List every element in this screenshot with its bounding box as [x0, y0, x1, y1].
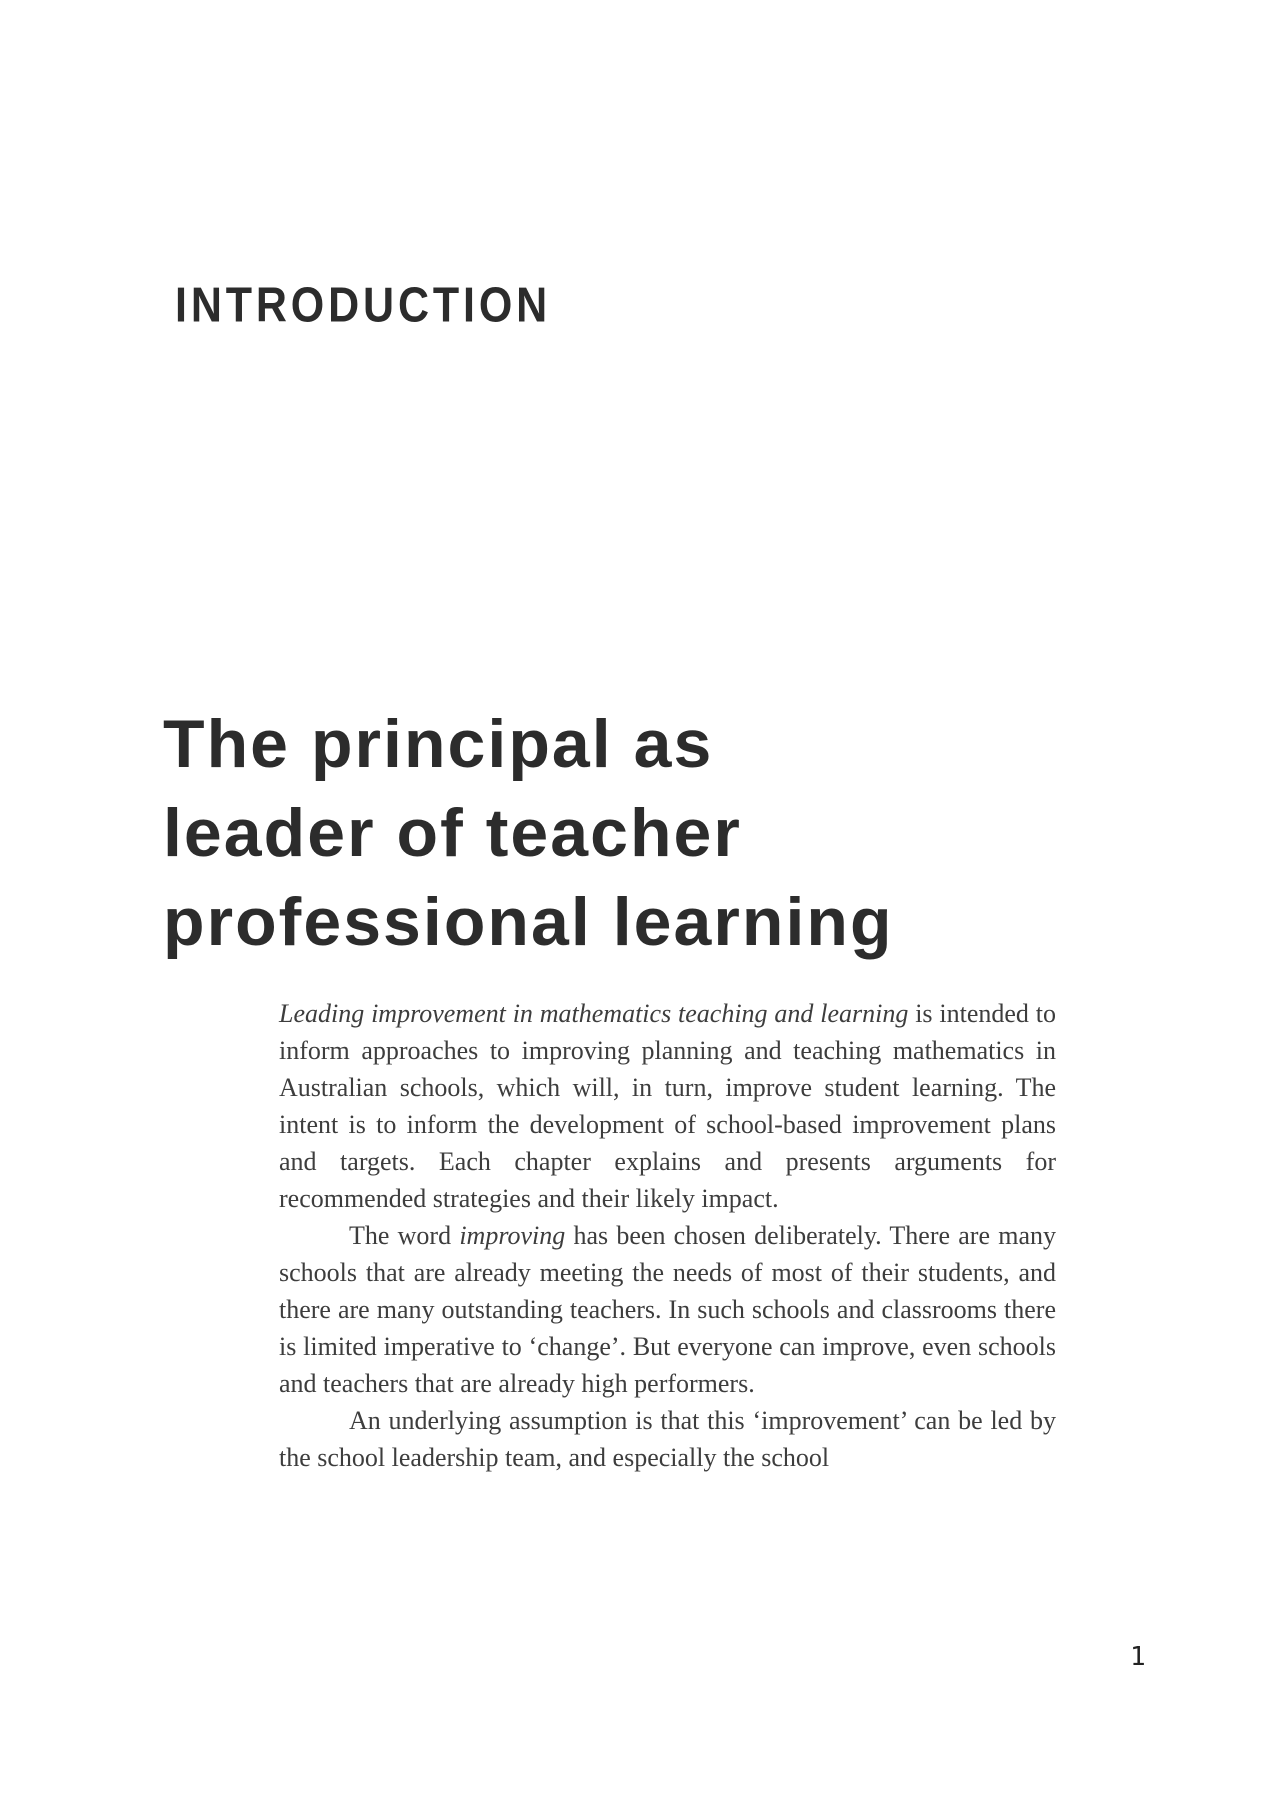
- chapter-title: [163, 700, 894, 967]
- text-run: has been chosen deliberately. There are many schools that are already meeting the needs of most of their students, and there are many outstanding teachers. In such schools and classrooms there is limited imperative to ‘change’. But everyone can improve, even schools and teachers that are already high performers.: [279, 1221, 1056, 1398]
- chapter-title-line-2: leader of teacher: [163, 795, 742, 871]
- paragraph: [279, 1217, 1056, 1402]
- body-text: [279, 995, 1056, 1476]
- chapter-title-line-1: The principal as: [163, 706, 714, 782]
- page-number: 1: [1130, 1642, 1146, 1672]
- italic-text: Leading improvement in mathematics teaching and learning: [279, 999, 909, 1028]
- chapter-title-line-3: professional learning: [163, 884, 894, 960]
- text-run: An underlying assumption is that this ‘improvement’ can be led by the school leadership team, and especially the school: [279, 1406, 1056, 1472]
- italic-text: improving: [459, 1221, 566, 1250]
- paragraph: [279, 995, 1056, 1217]
- chapter-kicker: INTRODUCTION: [175, 278, 552, 334]
- text-run: The word: [349, 1221, 460, 1250]
- paragraph: [279, 1402, 1056, 1476]
- text-run: is intended to inform approaches to improving planning and teaching mathematics in Australian schools, which will, in turn, improve student learning. The intent is to inform the development of school-based improvement plans and targets. Each chapter explains and presents arguments for recommended strategies and their likely impact.: [279, 999, 1056, 1213]
